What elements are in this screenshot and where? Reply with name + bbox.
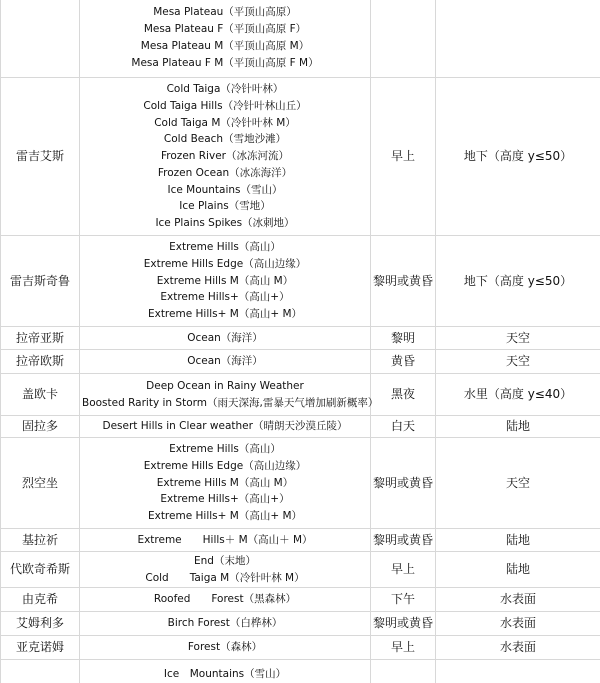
biome-entry: Extreme Hills（高山） (169, 241, 281, 253)
biome-entry: Ocean（海洋） (187, 331, 263, 344)
spawn-location-cell: 天空 (436, 350, 600, 374)
pokemon-name-cell: 艾姆利多 (1, 612, 80, 636)
table-row (1, 588, 600, 612)
spawn-time-cell (371, 660, 436, 683)
table-row (1, 374, 600, 416)
table-row (1, 350, 600, 374)
spawn-time-cell: 黎明或黄昏 (371, 236, 436, 327)
biome-entry: Ice Plains（雪地） (179, 200, 271, 213)
pokemon-name-cell: 盖欧卡 (1, 374, 80, 416)
pokemon-name-cell: 雷吉斯奇鲁 (1, 236, 80, 327)
spawn-time-cell: 黎明或黄昏 (371, 612, 436, 636)
biome-entry: Deep Ocean in Rainy Weather (146, 379, 304, 392)
biome-entry: Frozen River（冰冻河流） (161, 150, 289, 163)
spawn-location-cell (436, 0, 600, 78)
spawn-time-cell: 早上 (371, 552, 436, 588)
spawn-location-cell: 陆地 (436, 416, 600, 438)
biome-list-cell (80, 327, 371, 350)
spawn-location-cell: 水表面 (436, 588, 600, 612)
biome-entry: Birch Forest（白桦林） (167, 617, 283, 630)
spawn-time-cell: 早上 (371, 78, 436, 236)
spawn-location-cell: 地下（高度 y≤50） (436, 236, 600, 327)
biome-entry: Mesa Plateau F M（平顶山高原 F M） (131, 56, 319, 69)
biome-list-cell (80, 588, 371, 612)
pokemon-name-cell: 拉帝欧斯 (1, 350, 80, 374)
biome-entry: Extreme Hills+（高山+） (160, 493, 290, 506)
pokemon-name-cell: 亚克诺姆 (1, 636, 80, 660)
spawn-time-cell: 黎明或黄昏 (371, 529, 436, 552)
pokemon-name-cell: 基拉祈 (1, 529, 80, 552)
biome-entry: Cold Taiga M（冷针叶林 M） (154, 116, 296, 129)
biome-entry: Mesa Plateau F（平顶山高原 F） (143, 23, 307, 36)
biome-entry: Extreme Hills Edge（高山边缘） (143, 257, 307, 270)
table-row (1, 612, 600, 636)
biome-entry: Cold Taiga（冷针叶林） (166, 82, 284, 95)
table-body (1, 0, 600, 683)
table-row (1, 552, 600, 588)
biome-list-cell (80, 636, 371, 660)
biome-entry: Desert Hills in Clear weather（晴朗天沙漠丘陵） (102, 420, 348, 433)
spawn-location-cell: 水表面 (436, 636, 600, 660)
pokemon-name-cell: 拉帝亚斯 (1, 327, 80, 350)
biome-list-cell (80, 350, 371, 374)
spawn-time-cell: 下午 (371, 588, 436, 612)
pokemon-name-cell: 固拉多 (1, 416, 80, 438)
biome-list-cell (80, 78, 371, 236)
spawn-time-cell: 早上 (371, 636, 436, 660)
biome-list-cell (80, 236, 371, 327)
spawn-location-cell: 水里（高度 y≤40） (436, 374, 600, 416)
biome-entry: Mesa Plateau（平顶山高原） (153, 6, 297, 19)
biome-list-cell (80, 529, 371, 552)
table-row (1, 327, 600, 350)
biome-entry: Extreme Hills+ M（高山+ M） (147, 308, 303, 321)
spawn-time-cell: 黎明或黄昏 (371, 438, 436, 529)
pokemon-name-cell: 代欧奇希斯 (1, 552, 80, 588)
pokemon-name-cell: 由克希 (1, 588, 80, 612)
biome-entry: Ocean（海洋） (187, 355, 263, 368)
biome-list-cell (80, 660, 371, 683)
biome-entry: Mesa Plateau M（平顶山高原 M） (140, 40, 310, 52)
biome-entry: Extreme Hills M（高山 M） (156, 476, 294, 489)
biome-entry: Extreme Hills＋ M（高山＋ M） (137, 533, 313, 546)
spawn-location-cell: 陆地 (436, 529, 600, 552)
biome-list-cell (80, 552, 371, 588)
table-row (1, 236, 600, 327)
spawn-time-cell: 白天 (371, 416, 436, 438)
pokemon-name-cell (1, 660, 80, 683)
biome-entry: Ice Mountains（雪山） (163, 668, 287, 681)
biome-entry: Ice Plains Spikes（冰刺地） (155, 217, 295, 230)
spawn-time-cell (371, 0, 436, 78)
spawn-location-cell: 天空 (436, 438, 600, 529)
spawn-location-cell: 陆地 (436, 552, 600, 588)
table-row (1, 78, 600, 236)
biome-entry: Extreme Hills Edge（高山边缘） (143, 459, 307, 472)
table-row (1, 0, 600, 78)
biome-list-cell (80, 416, 371, 438)
spawn-location-cell: 天空 (436, 327, 600, 350)
table-row (1, 529, 600, 552)
biome-entry: Extreme Hills+（高山+） (160, 291, 290, 304)
biome-entry: Forest（森林） (187, 641, 263, 654)
pokemon-name-cell: 雷吉艾斯 (1, 78, 80, 236)
biome-entry: Boosted Rarity in Storm（雨天深海,雷暴天气增加刷新概率） (82, 396, 379, 409)
pokemon-name-cell: 烈空坐 (1, 438, 80, 529)
table-row (1, 416, 600, 438)
biome-list-cell (80, 612, 371, 636)
table-row (1, 438, 600, 529)
spawn-time-cell: 黄昏 (371, 350, 436, 374)
biome-entry: Extreme Hills（高山） (169, 443, 281, 455)
biome-entry: Extreme Hills+ M（高山+ M） (147, 510, 303, 523)
biome-entry: Ice Mountains（雪山） (167, 183, 283, 196)
biome-entry: Extreme Hills M（高山 M） (156, 274, 294, 287)
biome-list-cell (80, 438, 371, 529)
biome-list-cell (80, 374, 379, 416)
biome-entry: Roofed Forest（黑森林） (153, 593, 297, 606)
table-row (1, 636, 600, 660)
biome-list-cell (80, 0, 371, 78)
spawn-location-cell (436, 660, 600, 683)
biome-entry: Cold Taiga Hills（冷针叶林山丘） (143, 99, 307, 112)
table-row (1, 660, 600, 683)
spawn-location-cell: 水表面 (436, 612, 600, 636)
biome-entry: Cold Beach（雪地沙滩） (163, 133, 287, 146)
pokemon-name-cell (1, 0, 80, 78)
biome-entry: Cold Taiga M（冷针叶林 M） (145, 571, 305, 584)
spawn-time-cell: 黑夜 (371, 374, 436, 416)
spawn-time-cell: 黎明 (371, 327, 436, 350)
biome-entry: End（末地） (194, 554, 256, 567)
spawn-location-cell: 地下（高度 y≤50） (436, 78, 600, 236)
biome-entry: Frozen Ocean（冰冻海洋） (157, 166, 293, 179)
